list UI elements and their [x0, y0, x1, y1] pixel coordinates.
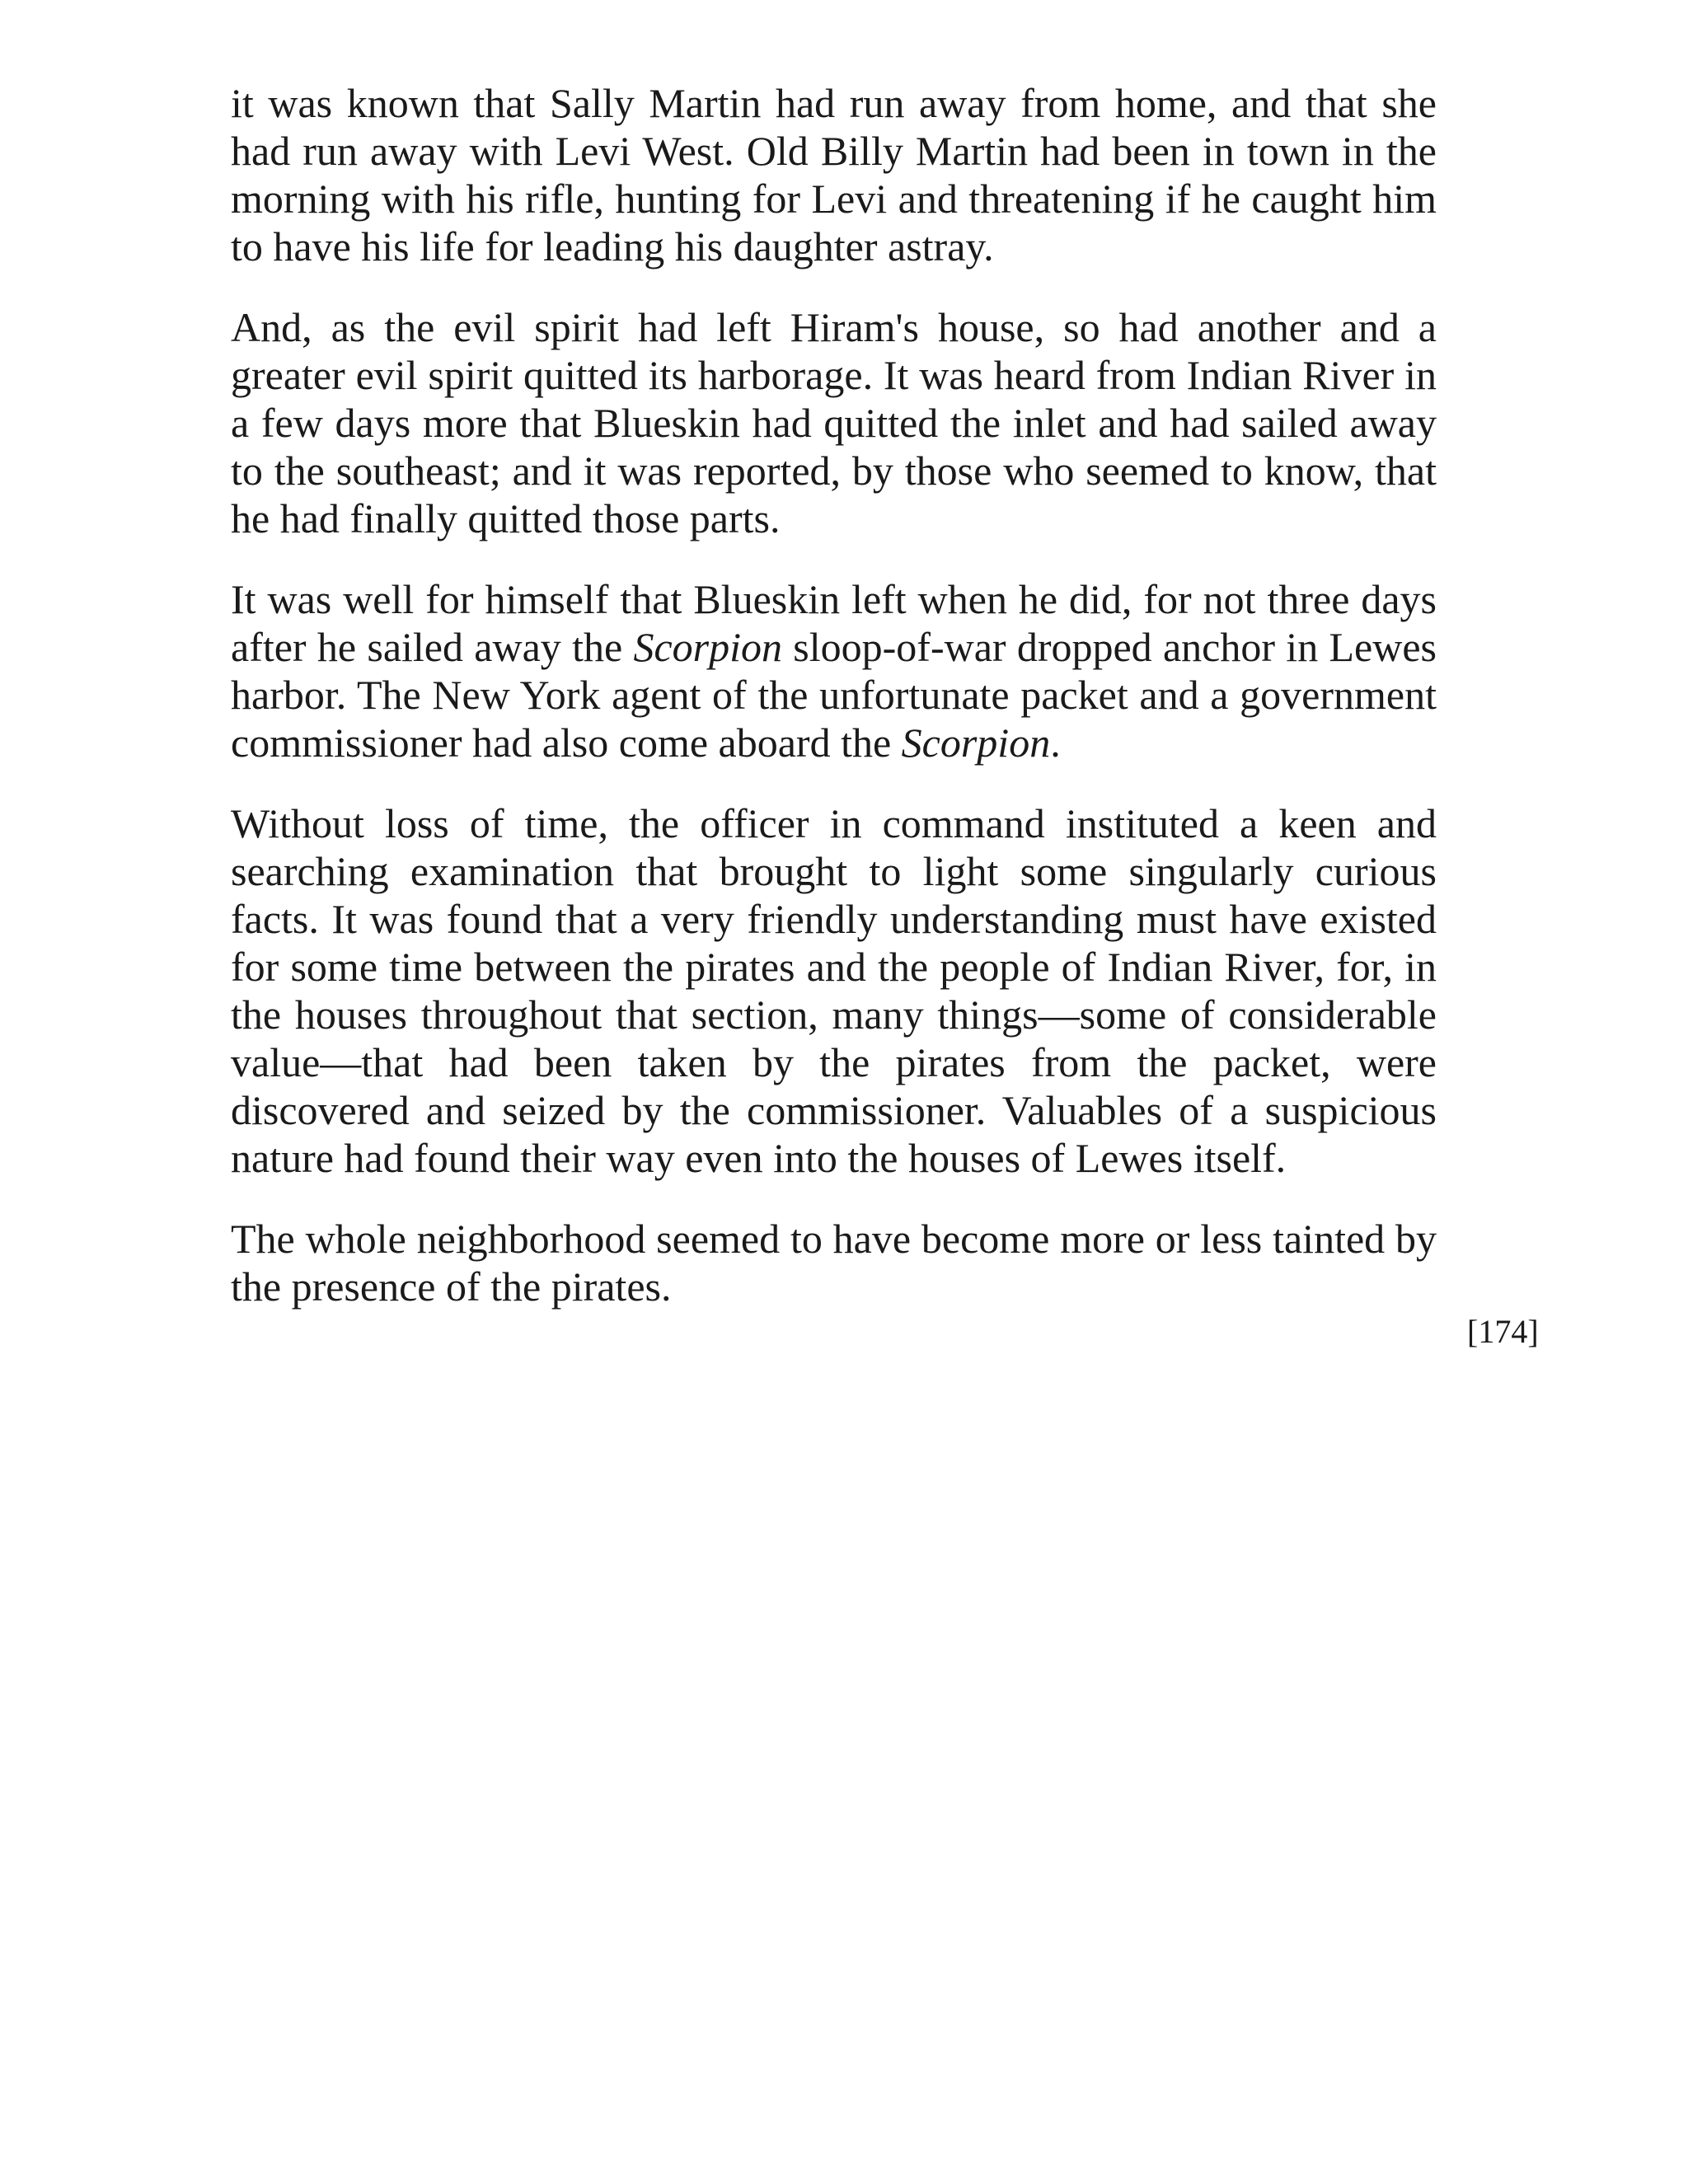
ship-name-italic-2: Scorpion — [901, 719, 1051, 766]
paragraph-3-text-a: It was well for himself that Blueskin left when he did, for not three days after he sailed away the — [231, 576, 1437, 670]
paragraph-5: The whole neighborhood seemed to have become more or less tainted by the presence of the pirates. — [231, 1216, 1437, 1310]
paragraph-3-text-c: . — [1050, 719, 1061, 766]
document-page — [231, 79, 1437, 1343]
paragraph-3 — [231, 575, 1437, 766]
paragraph-3-text-b: sloop-of-war dropped anchor in Lewes harbor. The New York agent of the unfortunate packet and a government commissioner had also come aboard the — [231, 624, 1437, 766]
paragraph-4: Without loss of time, the officer in command instituted a keen and searching examination that brought to light some singularly curious facts. It was found that a very friendly understanding must have existed for some time between the pirates and the people of Indian River, for, in the houses throughout that section, many things—some of considerable value—that had been taken by the pirates from the packet, were discovered and seized by the commissioner. Valuables of a suspicious nature had found their way even into the houses of Lewes itself. — [231, 800, 1437, 1181]
ship-name-italic: Scorpion — [633, 624, 782, 670]
paragraph-1: it was known that Sally Martin had run away from home, and that she had run away with Levi West. Old Billy Martin had been in town in the morning with his rifle, hunting for Levi and threatening if he caught him to have his life for leading his daughter astray. — [231, 80, 1437, 269]
paragraph-2: And, as the evil spirit had left Hiram's house, so had another and a greater evil spirit quitted its harborage. It was heard from Indian River in a few days more that Blueskin had quitted the inlet and had sailed away to the southeast; and it was reported, by those who seemed to know, that he had finally quitted those parts. — [231, 304, 1437, 541]
page-number: [174] — [1467, 1313, 1539, 1350]
